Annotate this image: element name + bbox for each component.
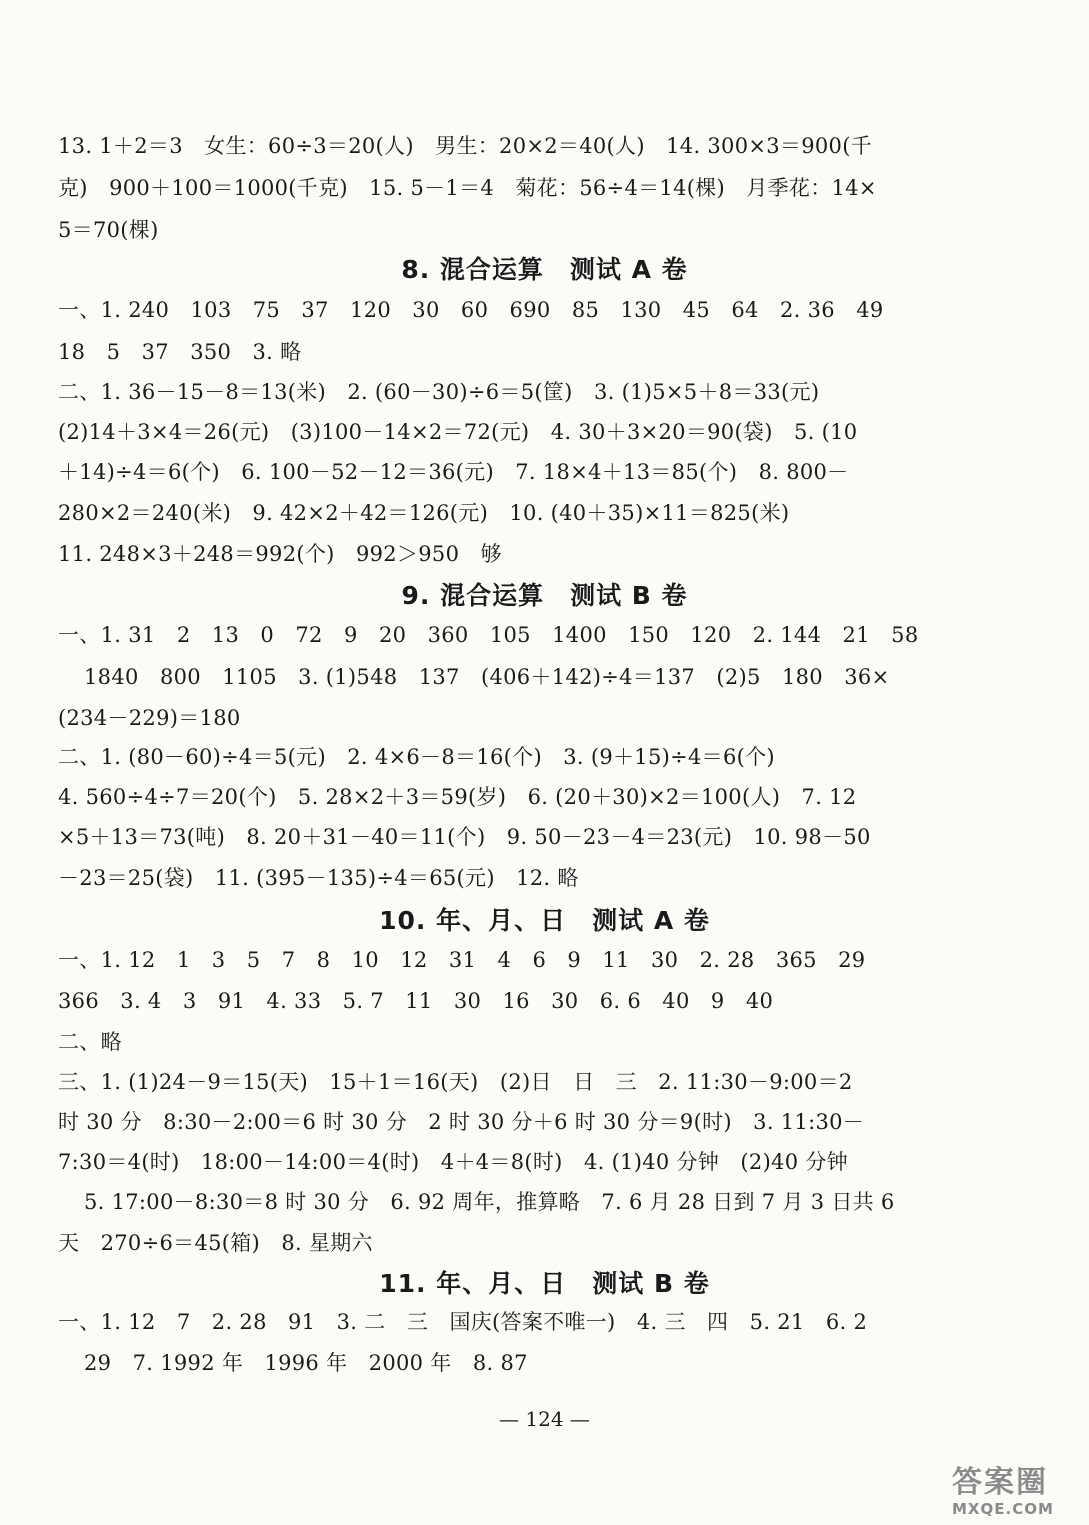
answer-line: －23＝25(袋) 11. (395－135)÷4＝65(元) 12. 略 [58,866,579,890]
section-heading: 10. 年、月、日 测试 A 卷 [379,906,710,935]
section-heading: 8. 混合运算 测试 A 卷 [401,255,688,284]
answer-line: 366 3. 4 3 91 4. 33 5. 7 11 30 16 30 6. 6 40 9 40 [58,989,774,1013]
answer-line: 4. 560÷4÷7＝20(个) 5. 28×2＋3＝59(岁) 6. (20＋30)×2＝100(人) 7. 12 [58,785,857,809]
answer-line: 一、1. 12 1 3 5 7 8 10 12 31 4 6 9 11 30 2. 28 365 29 [58,948,866,972]
answer-line: 5＝70(棵) [58,218,159,242]
answer-line: (2)14＋3×4＝26(元) (3)100－14×2＝72(元) 4. 30＋3×20＝90(袋) 5. (10 [58,420,858,444]
answer-line: 一、1. 12 7 2. 28 91 3. 二 三 国庆(答案不唯一) 4. 三 四 5. 21 6. 2 [58,1310,868,1334]
answer-line: 29 7. 1992 年 1996 年 2000 年 8. 87 [84,1351,528,1375]
answer-line: 一、1. 240 103 75 37 120 30 60 690 85 130 45 64 2. 36 49 [58,298,884,322]
watermark-url: MXQE.COM [952,1500,1054,1518]
answer-line: 二、1. (80－60)÷4＝5(元) 2. 4×6－8＝16(个) 3. (9＋15)÷4＝6(个) [58,745,775,769]
answer-line: (234－229)＝180 [58,706,241,730]
answer-line: ＋14)÷4＝6(个) 6. 100－52－12＝36(元) 7. 18×4＋13＝85(个) 8. 800－ [58,460,849,484]
answer-line: 13. 1＋2＝3 女生：60÷3＝20(人) 男生：20×2＝40(人) 14. 300×3＝900(千 [58,134,873,158]
answer-line: 18 5 37 350 3. 略 [58,340,302,364]
answer-line: 7:30＝4(时) 18:00－14:00＝4(时) 4＋4＝8(时) 4. (1)40 分钟 (2)40 分钟 [58,1150,848,1174]
answer-line: 时 30 分 8:30－2:00＝6 时 30 分 2 时 30 分＋6 时 30 分＝9(时) 3. 11:30－ [58,1110,865,1134]
answer-line: ×5＋13＝73(吨) 8. 20＋31－40＝11(个) 9. 50－23－4＝23(元) 10. 98－50 [58,825,871,849]
answer-line: 三、1. (1)24－9＝15(天) 15＋1＝16(天) (2)日 日 三 2. 11:30－9:00＝2 [58,1070,853,1094]
section-heading: 11. 年、月、日 测试 B 卷 [379,1269,710,1298]
answer-line: 1840 800 1105 3. (1)548 137 (406＋142)÷4＝137 (2)5 180 36× [84,665,890,689]
answer-line: 5. 17:00－8:30＝8 时 30 分 6. 92 周年，推算略 7. 6 月 28 日到 7 月 3 日共 6 [84,1190,895,1214]
section-heading: 9. 混合运算 测试 B 卷 [401,581,688,610]
watermark-logo-text: 答案圈 [952,1465,1048,1500]
answer-line: 天 270÷6＝45(箱) 8. 星期六 [58,1231,373,1255]
answer-line: 280×2＝240(米) 9. 42×2＋42＝126(元) 10. (40＋35)×11＝825(米) [58,501,790,525]
answer-line: 二、1. 36－15－8＝13(米) 2. (60－30)÷6＝5(筐) 3. (1)5×5＋8＝33(元) [58,380,820,404]
answer-line: 克) 900＋100＝1000(千克) 15. 5－1＝4 菊花：56÷4＝14(棵) 月季花：14× [58,176,877,200]
site-watermark [952,1466,1076,1522]
page-number: — 124 — [499,1407,590,1431]
answer-line: 二、略 [58,1030,122,1054]
answer-line: 一、1. 31 2 13 0 72 9 20 360 105 1400 150 120 2. 144 21 58 [58,623,919,647]
answer-line: 11. 248×3＋248＝992(个) 992＞950 够 [58,542,502,566]
